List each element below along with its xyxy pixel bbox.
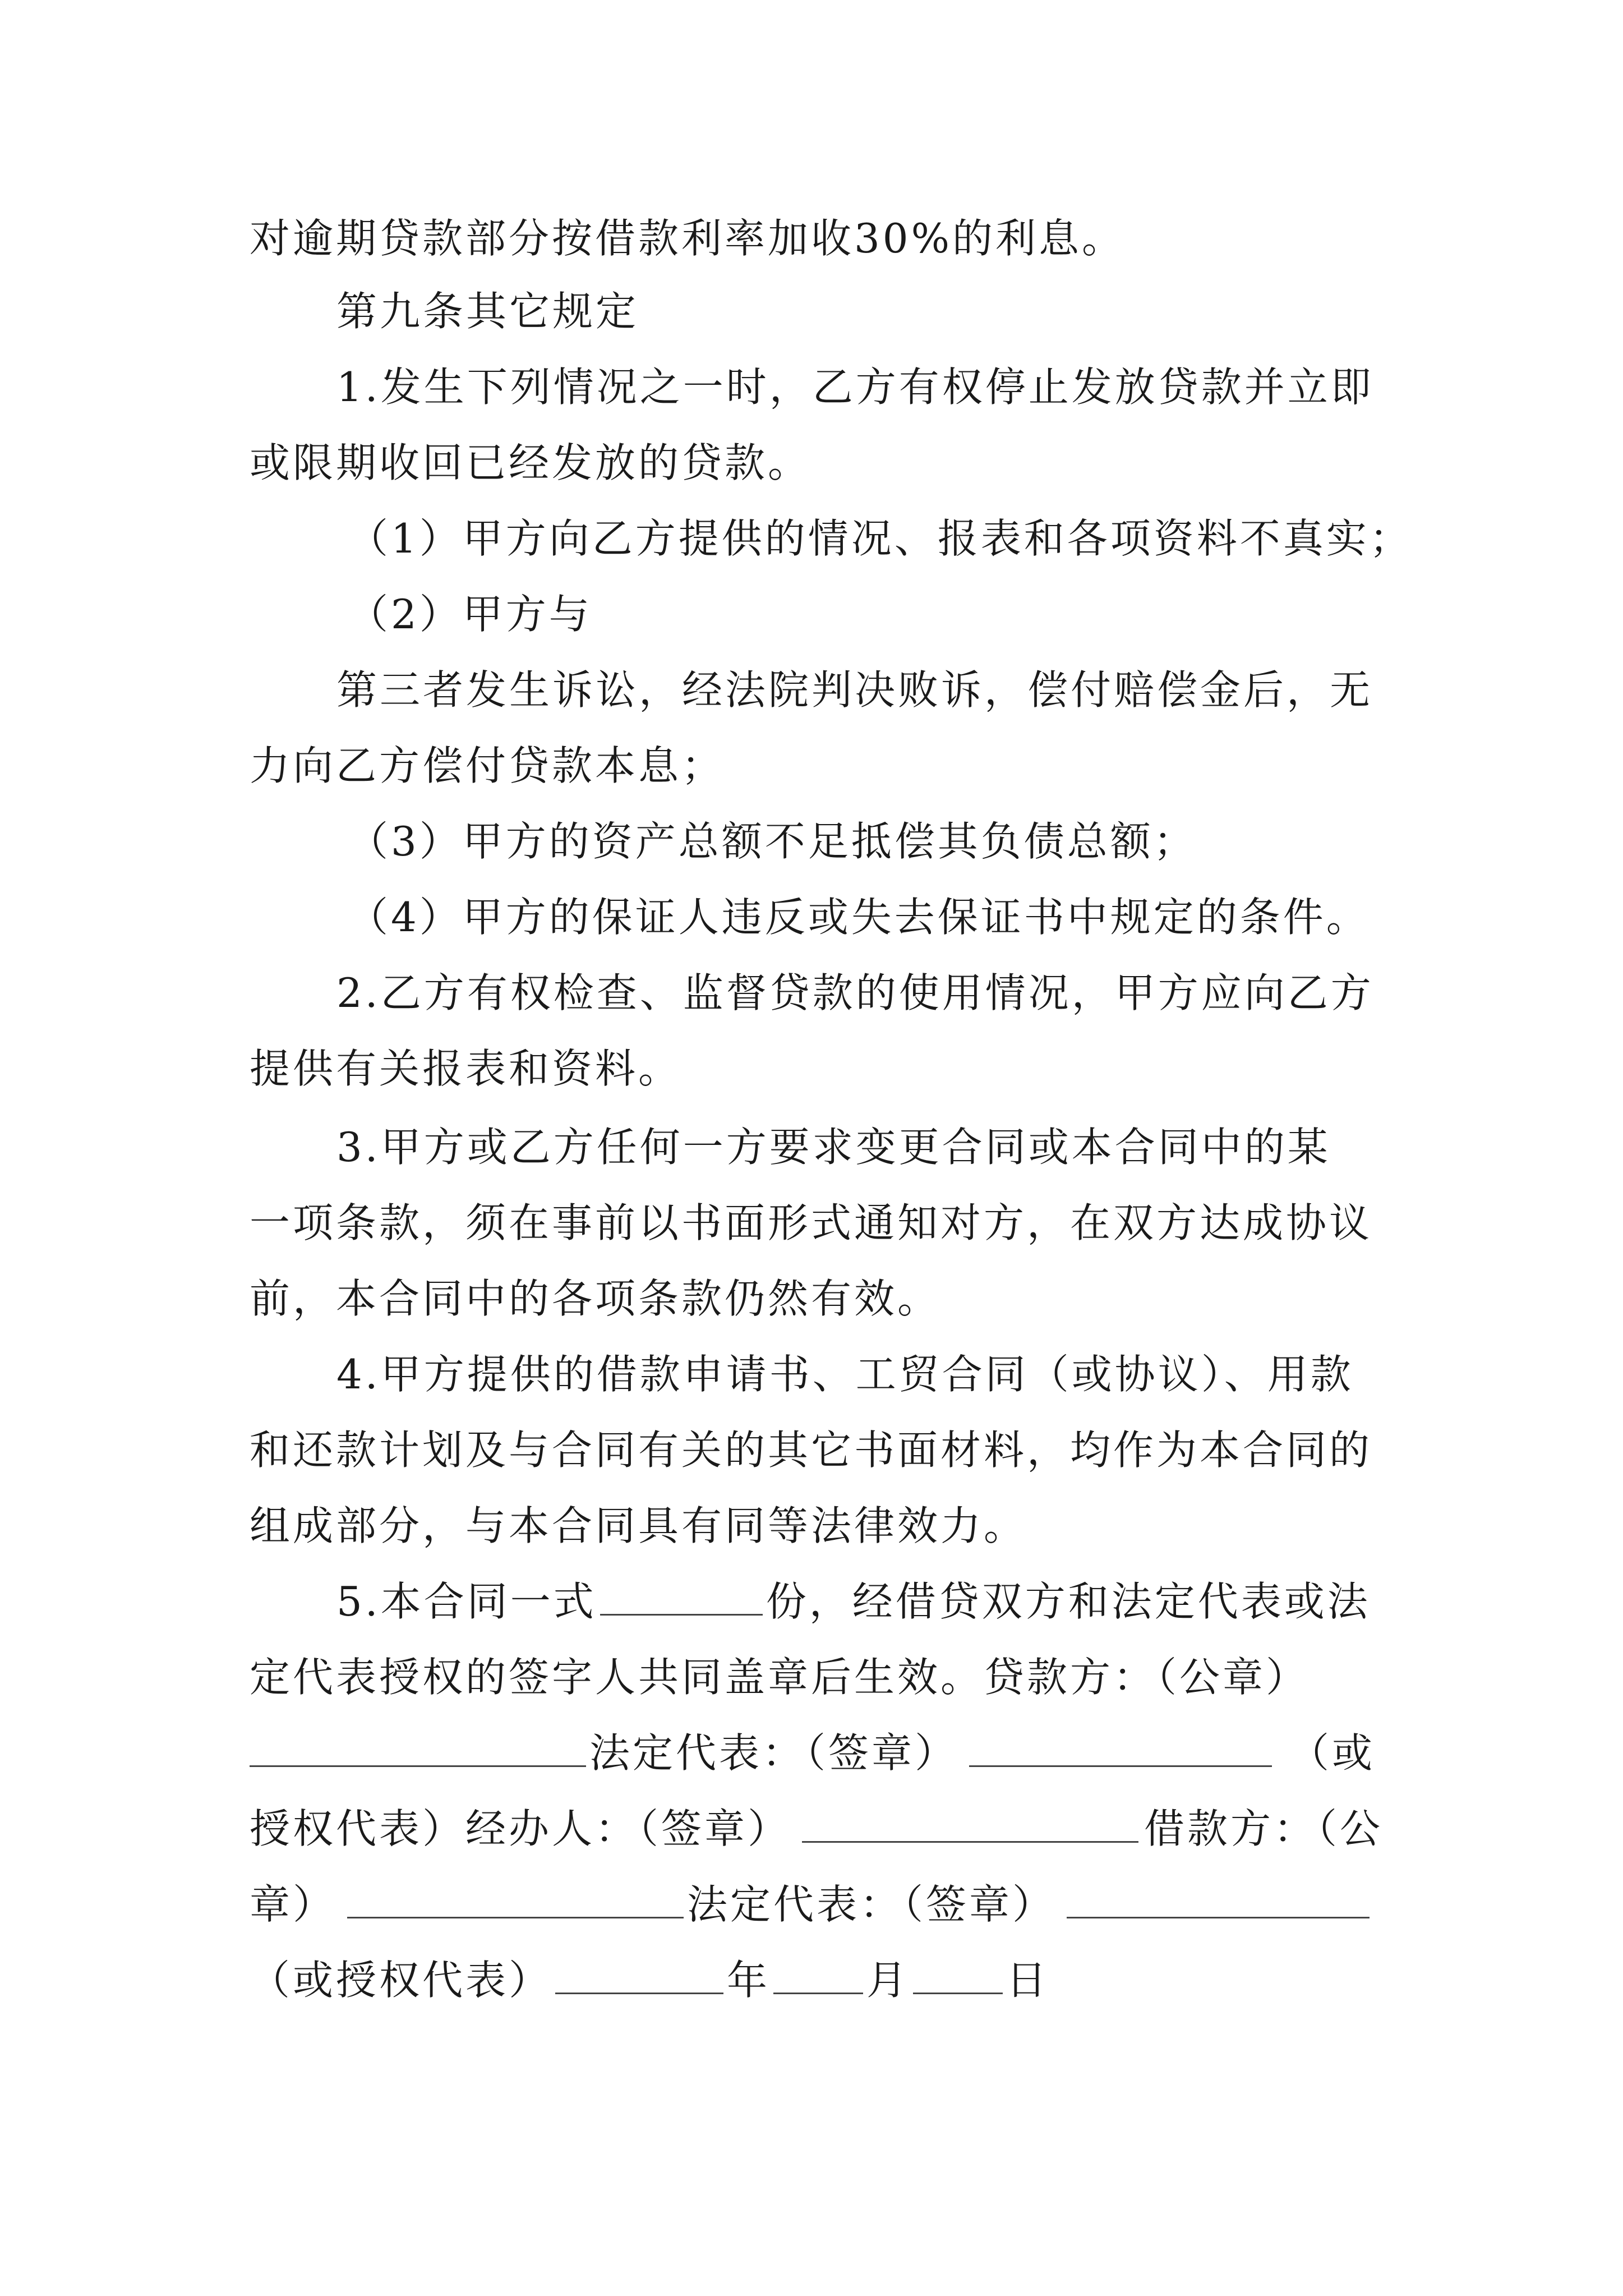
paragraph-line: 提供有关报表和资料。: [250, 1045, 682, 1092]
copies-blank: [600, 1579, 763, 1616]
seal-text: 章）: [250, 1881, 336, 1928]
paragraph-line: 前，本合同中的各项条款仍然有效。: [250, 1275, 941, 1322]
list-item: （4）甲方的保证人违反或失去保证书中规定的条件。: [348, 894, 1370, 941]
legal-rep-label: 法定代表：（签章）: [589, 1729, 958, 1777]
date-line: [250, 1955, 1049, 2005]
authorized-rep-blank: [555, 1958, 723, 1994]
paragraph-line: 对逾期贷款部分按借款利率加收30%的利息。: [250, 215, 1126, 262]
paragraph-line: 定代表授权的签字人共同盖章后生效。贷款方：（公章）: [250, 1654, 1310, 1701]
month-label: 月: [866, 1957, 910, 2004]
list-item: （3）甲方的资产总额不足抵偿其负债总额；: [348, 818, 1197, 865]
copies-text-end: 份，经借贷双方和法定代表或法: [766, 1578, 1371, 1625]
or-text: （或: [1289, 1729, 1376, 1777]
paragraph-line: [336, 1576, 1371, 1627]
handler-signature-blank: [802, 1806, 1138, 1843]
paragraph-line: 或限期收回已经发放的贷款。: [250, 439, 811, 486]
lender-seal-blank: [250, 1731, 586, 1767]
month-blank: [773, 1958, 863, 1994]
day-blank: [913, 1958, 1003, 1994]
paragraph-line: 3.甲方或乙方任何一方要求变更合同或本合同中的某: [336, 1124, 1331, 1171]
signature-line: [250, 1728, 1375, 1778]
paragraph-line: 和还款计划及与合同有关的其它书面材料，均作为本合同的: [250, 1427, 1373, 1474]
paragraph-line: 组成部分，与本合同具有同等法律效力。: [250, 1502, 1027, 1549]
legal-rep-label-2: 法定代表：（签章）: [687, 1881, 1056, 1928]
paragraph-line: 4.甲方提供的借款申请书、工贸合同（或协议）、用款: [336, 1351, 1354, 1398]
legal-rep-signature-blank: [969, 1731, 1272, 1767]
day-label: 日: [1006, 1957, 1050, 2004]
signature-line: [250, 1803, 1383, 1854]
section-heading: 第九条其它规定: [336, 288, 639, 335]
year-label: 年: [727, 1957, 771, 2004]
list-item: （2）甲方与: [348, 591, 592, 638]
paragraph-line: 第三者发生诉讼，经法院判决败诉，偿付赔偿金后，无: [336, 666, 1373, 714]
paragraph-line: 力向乙方偿付贷款本息；: [250, 742, 725, 789]
paragraph-line: 2.乙方有权检查、监督贷款的使用情况，甲方应向乙方: [336, 969, 1374, 1016]
paragraph-line: 一项条款，须在事前以书面形式通知对方，在双方达成协议: [250, 1199, 1373, 1246]
authorized-rep-label: （或授权代表）: [250, 1957, 552, 2004]
borrower-label: 借款方：（公: [1144, 1805, 1384, 1852]
copies-text: 5.本合同一式: [336, 1578, 597, 1625]
list-item: （1）甲方向乙方提供的情况、报表和各项资料不真实；: [348, 515, 1413, 562]
handler-label: 授权代表）经办人：（签章）: [250, 1805, 791, 1852]
paragraph-line: 1.发生下列情况之一时，乙方有权停止发放贷款并立即: [336, 364, 1374, 411]
borrower-seal-blank: [347, 1882, 684, 1918]
signature-line: [250, 1879, 1373, 1930]
legal-rep-signature-blank-2: [1067, 1882, 1370, 1918]
